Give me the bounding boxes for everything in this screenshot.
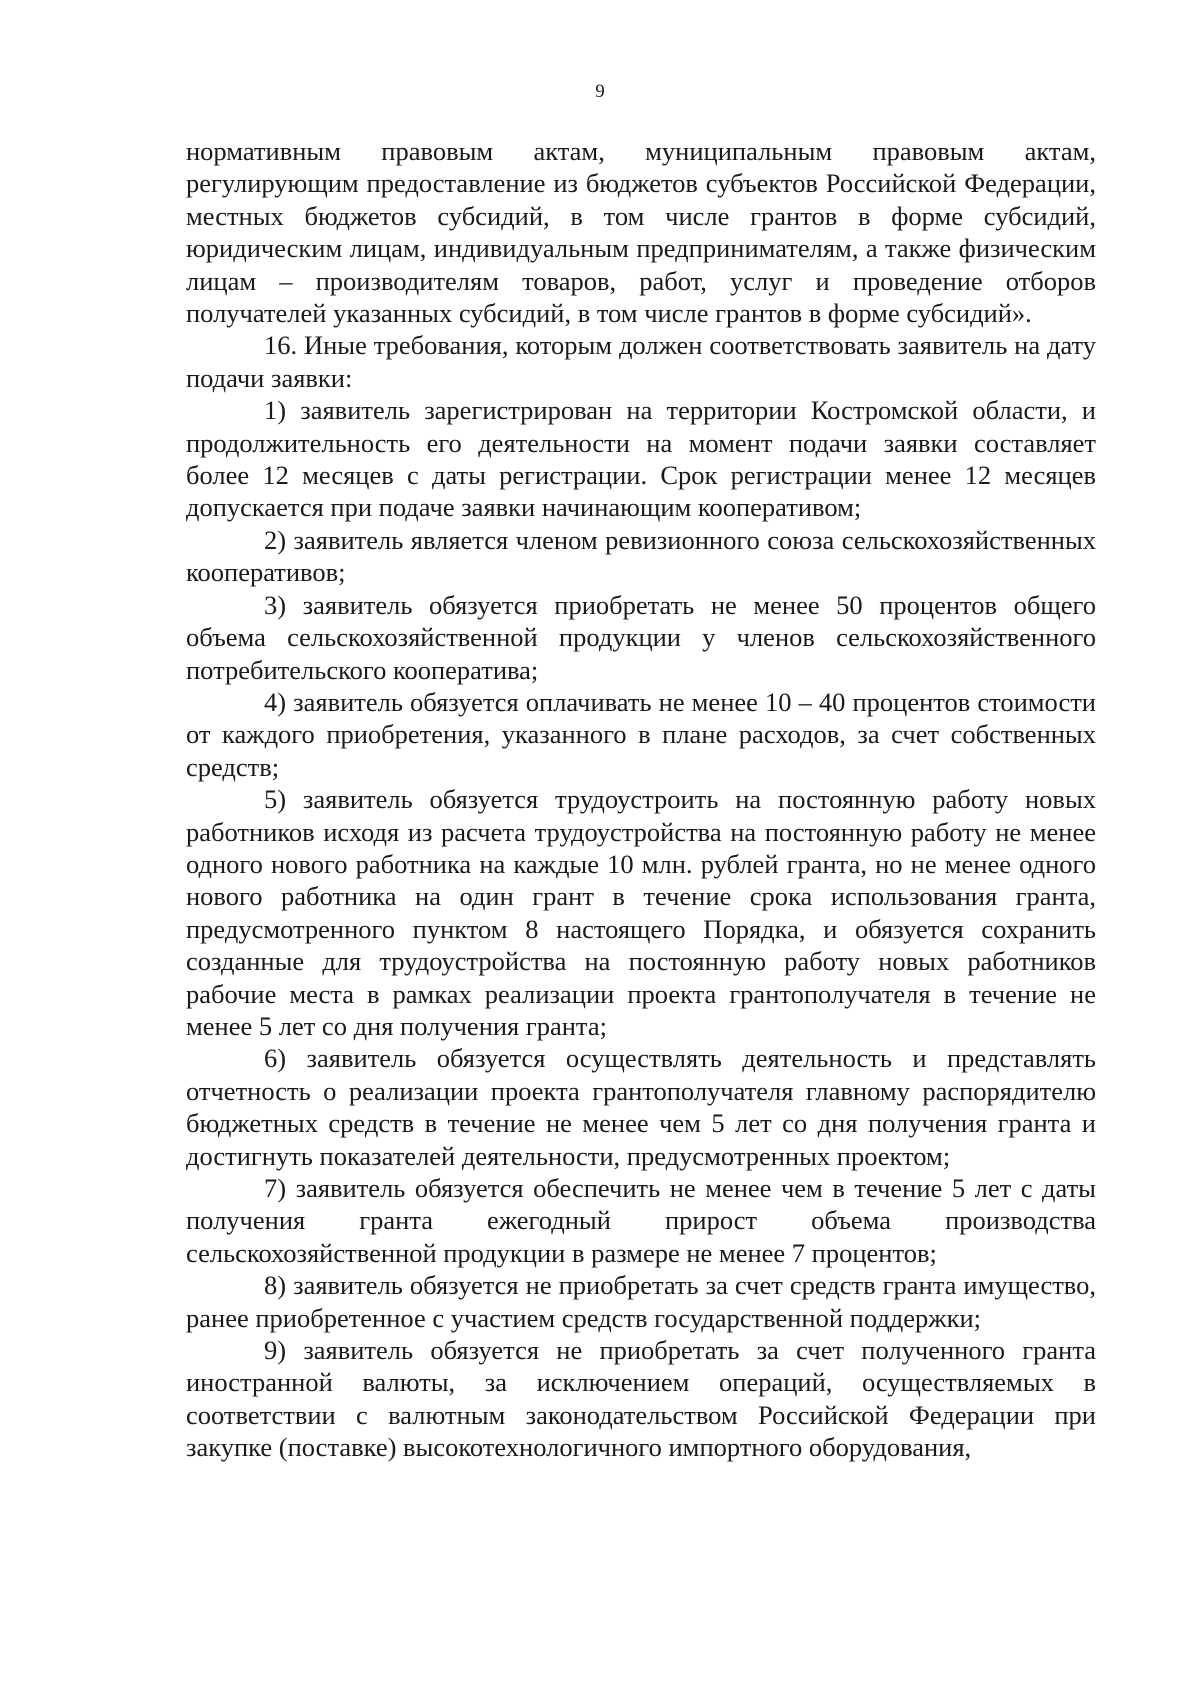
paragraph-item-16: 16. Иные требования, которым должен соответствовать заявитель на дату подачи заявки: <box>186 330 1096 393</box>
paragraph-subitem-7: 7) заявитель обязуется обеспечить не менее чем в течение 5 лет с даты получения гранта ежегодный прирост объема производства сельскохозяйственной продукции в размере не менее 7 процентов; <box>186 1173 1096 1268</box>
page-body <box>186 135 1096 1464</box>
paragraph-subitem-5: 5) заявитель обязуется трудоустроить на постоянную работу новых работников исходя из расчета трудоустройства на постоянную работу не менее одного нового работника на каждые 10 млн. рублей гранта, но не менее одного нового работника на один грант в течение срока использования гранта, предусмотренного пунктом 8 настоящего Порядка, и обязуется сохранить созданные для трудоустройства на постоянную работу новых работников рабочие места в рамках реализации проекта грантополучателя в течение не менее 5 лет со дня получения гранта; <box>186 784 1096 1041</box>
paragraph-subitem-2: 2) заявитель является членом ревизионного союза сельскохозяйственных кооперативов; <box>186 524 1096 588</box>
paragraph-subitem-9: 9) заявитель обязуется не приобретать за счет полученного гранта иностранной валюты, за исключением операций, осуществляемых в соответствии с валютным законодательством Российской Федерации при закупке (поставке) высокотехнологичного импортного оборудования, <box>186 1335 1096 1463</box>
paragraph-continuation: нормативным правовым актам, муниципальным правовым актам, регулирующим предоставление из бюджетов субъектов Российской Федерации, местных бюджетов субсидий, в том числе грантов в форме субсидий, юридическим лицам, индивидуальным предпринимателям, а также физическим лицам – производителям товаров, работ, услуг и проведение отборов получателей указанных субсидий, в том числе грантов в форме субсидий». <box>186 136 1096 329</box>
paragraph-subitem-8: 8) заявитель обязуется не приобретать за счет средств гранта имущество, ранее приобретенное с участием средств государственной поддержки; <box>186 1270 1096 1333</box>
paragraph-subitem-6: 6) заявитель обязуется осуществлять деятельность и представлять отчетность о реализации проекта грантополучателя главному распорядителю бюджетных средств в течение не менее чем 5 лет со дня получения гранта и достигнуть показателей деятельности, предусмотренных проектом; <box>186 1043 1096 1171</box>
paragraph-subitem-1: 1) заявитель зарегистрирован на территории Костромской области, и продолжительность его деятельности на момент подачи заявки составляет более 12 месяцев с даты регистрации. Срок регистрации менее 12 месяцев допускается при подаче заявки начинающим кооперативом; <box>186 395 1096 523</box>
paragraph-subitem-4: 4) заявитель обязуется оплачивать не менее 10 – 40 процентов стоимости от каждого приобретения, указанного в плане расходов, за счет собственных средств; <box>186 686 1096 782</box>
page-number: 9 <box>595 81 605 102</box>
paragraph-subitem-3: 3) заявитель обязуется приобретать не менее 50 процентов общего объема сельскохозяйственной продукции у членов сельскохозяйственного потребительского кооператива; <box>186 589 1096 685</box>
